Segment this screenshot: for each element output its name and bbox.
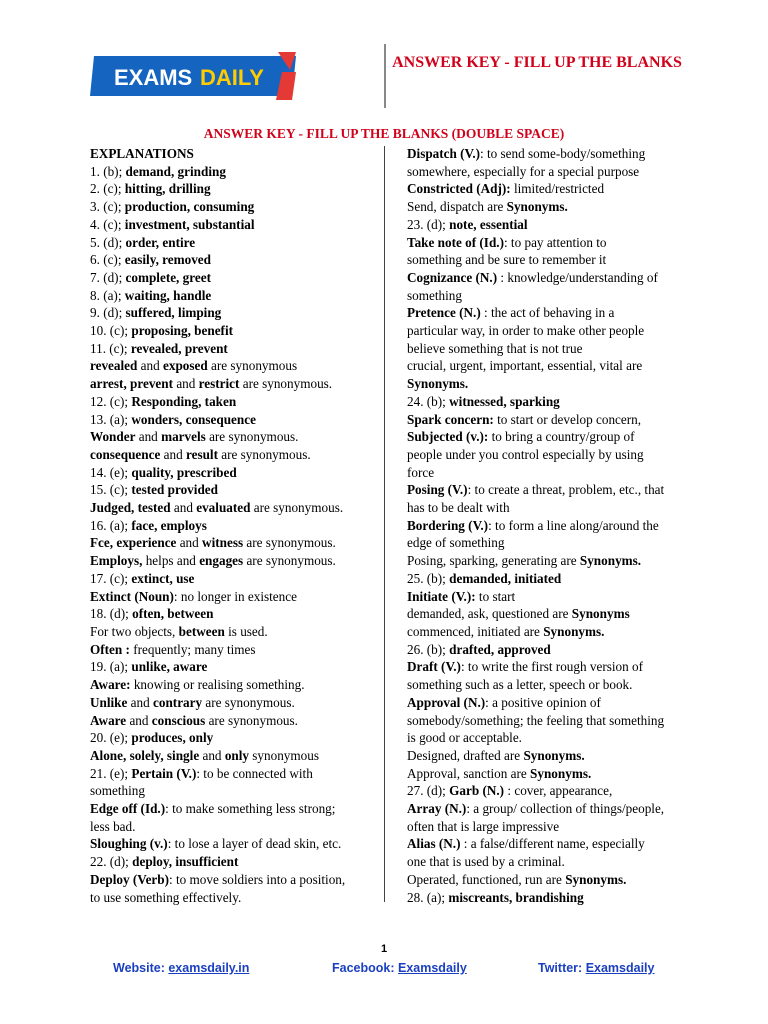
bold-text: arrest, prevent xyxy=(90,376,174,392)
section-subtitle: ANSWER KEY - FILL UP THE BLANKS (DOUBLE SPACE) xyxy=(203,126,565,141)
text-line xyxy=(407,747,687,765)
text: 14. (e); xyxy=(90,464,132,480)
bold-text: Judged, tested xyxy=(90,500,171,516)
bold-text: witnessed, sparking xyxy=(449,393,560,409)
text-line xyxy=(90,411,370,429)
bold-text: waiting, handle xyxy=(124,287,212,303)
text: are synonymous. xyxy=(239,376,333,392)
text: 26. (b); xyxy=(407,641,450,657)
text-line xyxy=(407,694,687,712)
text-line xyxy=(90,835,370,853)
text-line xyxy=(90,889,370,907)
text: : to pay attention to xyxy=(503,234,607,250)
text-line xyxy=(407,287,687,305)
text-line xyxy=(90,145,370,163)
text-line xyxy=(90,446,370,464)
text: are synonymous. xyxy=(217,446,311,462)
text-line xyxy=(407,411,687,429)
bold-text: proposing, benefit xyxy=(131,323,234,339)
text-line xyxy=(90,552,370,570)
text: are synonymous. xyxy=(202,694,295,710)
bold-text: only xyxy=(224,747,249,763)
text: and xyxy=(135,429,162,445)
bold-text: Constricted (Adj): xyxy=(407,181,511,197)
bold-text: Aware: xyxy=(90,677,131,693)
facebook-link[interactable]: Examsdaily xyxy=(398,961,467,975)
text-line xyxy=(407,269,687,287)
text-line xyxy=(90,357,370,375)
text-line xyxy=(90,322,370,340)
text-line xyxy=(407,163,687,181)
text: 15. (c); xyxy=(90,482,132,498)
text-line xyxy=(90,605,370,623)
text: : to be connected with xyxy=(196,765,313,781)
text: : to create a threat, problem, etc., that xyxy=(467,482,665,498)
bold-text: demand, grinding xyxy=(125,163,226,179)
text: 22. (d); xyxy=(90,854,133,870)
text: has to be dealt with xyxy=(407,500,510,516)
bold-text: easily, removed xyxy=(124,252,211,268)
text-line xyxy=(90,428,370,446)
text-line xyxy=(90,765,370,783)
exams-daily-logo xyxy=(90,52,300,104)
text-line xyxy=(407,658,687,676)
bold-text: unlike, aware xyxy=(131,659,208,675)
text-line xyxy=(407,180,687,198)
text: believe something that is not true xyxy=(407,340,583,356)
bold-text: Initiate (V.): xyxy=(407,588,476,604)
text: : a false/different name, especially xyxy=(460,836,645,852)
bold-text: deploy, insufficient xyxy=(132,854,239,870)
text: to use something effectively. xyxy=(90,889,242,905)
text: and xyxy=(170,500,197,516)
text-line xyxy=(407,145,687,163)
text-line xyxy=(407,676,687,694)
bold-text: Synonyms. xyxy=(543,623,605,639)
text: and xyxy=(126,712,152,728)
text-line xyxy=(90,853,370,871)
bold-text: note, essential xyxy=(449,216,528,232)
twitter-link[interactable]: Examsdaily xyxy=(585,961,655,975)
text-line xyxy=(90,198,370,216)
bold-text: restrict xyxy=(198,376,240,392)
bold-text: Often : xyxy=(90,641,130,657)
text: 27. (d); xyxy=(407,783,450,799)
text-line xyxy=(407,570,687,588)
text-line xyxy=(90,871,370,889)
bold-text: hitting, drilling xyxy=(124,181,211,197)
text: and xyxy=(160,446,186,462)
bold-text: between xyxy=(178,623,225,639)
text: 3. (c); xyxy=(90,199,125,215)
bold-text: Aware xyxy=(90,712,127,728)
bold-text: evaluated xyxy=(196,500,251,516)
bold-text: Responding, taken xyxy=(131,393,237,409)
text-line xyxy=(407,216,687,234)
text-line xyxy=(90,499,370,517)
bold-text: quality, prescribed xyxy=(131,464,237,480)
text-line xyxy=(407,357,687,375)
text-line xyxy=(90,269,370,287)
text: helps and xyxy=(142,553,200,569)
text: to start xyxy=(475,588,516,604)
text-line xyxy=(90,304,370,322)
bold-text: EXPLANATIONS xyxy=(90,146,194,161)
text: one that is used by a criminal. xyxy=(407,854,565,870)
footer-website xyxy=(113,961,249,975)
text: often that is large impressive xyxy=(407,818,560,834)
text-line xyxy=(407,853,687,871)
bold-text: result xyxy=(185,446,218,462)
text-line xyxy=(90,464,370,482)
text-line xyxy=(407,393,687,411)
facebook-label: Facebook: xyxy=(332,961,398,975)
text-line xyxy=(90,481,370,499)
text: : a positive opinion of xyxy=(485,694,601,710)
text-line xyxy=(407,322,687,340)
text: is used. xyxy=(224,623,268,639)
text-line xyxy=(407,729,687,747)
bold-text: Synonyms. xyxy=(579,553,642,569)
text: : no longer in existence xyxy=(173,588,297,604)
text: Send, dispatch are xyxy=(407,199,507,215)
text: something xyxy=(90,783,145,799)
text-line xyxy=(90,534,370,552)
text: : to move soldiers into a position, xyxy=(169,871,346,887)
bold-text: Draft (V.) xyxy=(407,659,461,675)
text-line xyxy=(407,588,687,606)
bold-text: Unlike xyxy=(90,694,128,710)
text-line xyxy=(407,712,687,730)
text-line xyxy=(90,570,370,588)
text: to start or develop concern, xyxy=(493,411,642,427)
text-line xyxy=(407,800,687,818)
text-line xyxy=(407,428,687,446)
text: 13. (a); xyxy=(90,411,132,427)
text: are synonymous. xyxy=(205,429,299,445)
text: 25. (b); xyxy=(407,570,450,586)
text-line xyxy=(407,818,687,836)
text-line xyxy=(407,641,687,659)
bold-text: Synonyms. xyxy=(523,747,585,763)
text: 18. (d); xyxy=(90,606,133,622)
footer-facebook xyxy=(332,961,467,975)
text: somebody/something; the feeling that something xyxy=(407,712,665,728)
bold-text: extinct, use xyxy=(131,570,195,586)
text: 8. (a); xyxy=(90,287,125,303)
text: 16. (a); xyxy=(90,517,132,533)
text: and xyxy=(127,694,154,710)
text: For two objects, xyxy=(90,623,179,639)
bold-text: Pretence (N.) xyxy=(407,305,481,321)
text-line xyxy=(90,641,370,659)
text: commenced, initiated are xyxy=(407,623,544,639)
text: synonymous xyxy=(249,747,319,763)
bold-text: conscious xyxy=(151,712,206,728)
text: frequently; many times xyxy=(129,641,256,657)
text: something and be sure to remember it xyxy=(407,252,607,268)
text-line xyxy=(90,163,370,181)
text: 17. (c); xyxy=(90,570,132,586)
text-line xyxy=(90,375,370,393)
logo-text-daily: DAILY xyxy=(200,65,264,90)
text-line xyxy=(90,729,370,747)
text: 11. (c); xyxy=(90,340,131,356)
text: : to write the first rough version of xyxy=(460,659,643,675)
bold-text: Wonder xyxy=(90,429,136,445)
text: : to form a line along/around the xyxy=(488,517,659,533)
text-line xyxy=(90,800,370,818)
text-line xyxy=(407,871,687,889)
bold-text: Synonyms. xyxy=(407,376,469,392)
text: demanded, ask, questioned are xyxy=(407,606,572,622)
bold-text: exposed xyxy=(163,358,208,374)
text: 6. (c); xyxy=(90,252,125,268)
bold-text: face, employs xyxy=(131,517,207,533)
text: : to send some-body/something xyxy=(480,146,646,161)
text-line xyxy=(407,340,687,358)
text-line xyxy=(90,747,370,765)
text-line xyxy=(90,694,370,712)
bold-text: witness xyxy=(202,535,244,551)
text-line xyxy=(407,782,687,800)
text: : to lose a layer of dead skin, etc. xyxy=(167,836,342,852)
bold-text: Garb (N.) xyxy=(449,783,505,799)
text: 20. (e); xyxy=(90,730,132,746)
bold-text: miscreants, brandishing xyxy=(448,889,584,905)
text: limited/restricted xyxy=(510,181,605,197)
bold-text: Alias (N.) xyxy=(407,836,461,852)
bold-text: demanded, initiated xyxy=(449,570,562,586)
text: to bring a country/group of xyxy=(488,429,635,445)
text-line xyxy=(407,765,687,783)
text: 21. (e); xyxy=(90,765,132,781)
text: 10. (c); xyxy=(90,323,132,339)
text-line xyxy=(90,287,370,305)
bold-text: Sloughing (v.) xyxy=(90,836,168,852)
bold-text: Posing (V.) xyxy=(407,482,468,498)
text: are synonymous. xyxy=(250,500,344,516)
text: : a group/ collection of things/people, xyxy=(466,801,665,817)
bold-text: Take note of (Id.) xyxy=(407,234,504,250)
text-line xyxy=(407,552,687,570)
bold-text: Cognizance (N.) xyxy=(407,269,498,285)
bold-text: consequence xyxy=(90,446,161,462)
text: something xyxy=(407,287,462,303)
text: 7. (d); xyxy=(90,269,126,285)
website-link[interactable]: examsdaily.in xyxy=(168,961,250,975)
bold-text: drafted, approved xyxy=(449,641,551,657)
text: people under you control especially by using xyxy=(407,446,644,462)
bold-text: wonders, consequence xyxy=(131,411,256,427)
text-line xyxy=(407,605,687,623)
text: 1. (b); xyxy=(90,163,126,179)
text-line xyxy=(90,712,370,730)
text: and xyxy=(173,376,199,392)
text-line xyxy=(90,623,370,641)
bold-text: Dispatch (V.) xyxy=(407,146,481,161)
text-line xyxy=(90,782,370,800)
text: are synonymous. xyxy=(205,712,298,728)
bold-text: Pertain (V.) xyxy=(131,765,197,781)
logo-text-exams: EXAMS xyxy=(114,65,193,90)
twitter-label: Twitter: xyxy=(538,961,586,975)
bold-text: tested provided xyxy=(131,482,218,498)
text: 19. (a); xyxy=(90,659,132,675)
text: and xyxy=(137,358,164,374)
bold-text: Employs, xyxy=(90,553,143,569)
text: somewhere, especially for a special purpose xyxy=(407,163,640,179)
bold-text: investment, substantial xyxy=(124,216,255,232)
bold-text: suffered, limping xyxy=(125,305,222,321)
text-line xyxy=(407,446,687,464)
text: : to make something less strong; xyxy=(165,801,336,817)
text-line xyxy=(90,393,370,411)
text-line xyxy=(90,818,370,836)
page-number: 1 xyxy=(380,943,388,955)
bold-text: marvels xyxy=(161,429,206,445)
bold-text: often, between xyxy=(132,606,214,622)
bold-text: produces, only xyxy=(131,730,214,746)
text: edge of something xyxy=(407,535,505,551)
column-divider xyxy=(384,146,385,902)
text-line xyxy=(407,304,687,322)
bold-text: Subjected (v.): xyxy=(407,429,489,445)
text-line xyxy=(407,234,687,252)
text: 4. (c); xyxy=(90,216,125,232)
footer-twitter xyxy=(538,961,654,975)
bold-text: Array (N.) xyxy=(407,801,467,817)
bold-text: Extinct (Noun) xyxy=(90,588,174,604)
header-divider xyxy=(384,44,386,108)
bold-text: Synonyms. xyxy=(506,199,568,215)
text-line xyxy=(407,464,687,482)
text-line xyxy=(407,517,687,535)
text-line xyxy=(407,499,687,517)
text-line xyxy=(90,658,370,676)
text-line xyxy=(90,180,370,198)
text-line xyxy=(90,676,370,694)
bold-text: Fce, experience xyxy=(90,535,177,551)
text: and xyxy=(176,535,203,551)
text: and xyxy=(199,747,225,763)
text: 2. (c); xyxy=(90,181,125,197)
website-label: Website: xyxy=(113,961,169,975)
bold-text: Approval (N.) xyxy=(407,694,486,710)
text-line xyxy=(90,234,370,252)
text-line xyxy=(407,251,687,269)
text-line xyxy=(90,588,370,606)
bold-text: Synonyms. xyxy=(565,871,627,887)
bold-text: revealed, prevent xyxy=(130,340,228,356)
text: Posing, sparking, generating are xyxy=(407,553,580,569)
left-column xyxy=(90,145,370,906)
right-column xyxy=(407,145,687,906)
text: Designed, drafted are xyxy=(407,747,524,763)
text-line xyxy=(407,198,687,216)
bold-text: engages xyxy=(199,553,244,569)
text: are synonymous. xyxy=(243,553,336,569)
text: something such as a letter, speech or book. xyxy=(407,677,633,693)
text: particular way, in order to make other people xyxy=(407,323,645,339)
text: : cover, appearance, xyxy=(504,783,613,799)
text-line xyxy=(407,481,687,499)
text: Approval, sanction are xyxy=(407,765,531,781)
text: knowing or realising something. xyxy=(130,677,305,693)
bold-text: order, entire xyxy=(125,234,196,250)
bold-text: Synonyms xyxy=(571,606,630,622)
bold-text: Spark concern: xyxy=(407,411,494,427)
text: 5. (d); xyxy=(90,234,126,250)
bold-text: Deploy (Verb) xyxy=(90,871,169,887)
bold-text: complete, greet xyxy=(125,269,211,285)
text: is good or acceptable. xyxy=(407,730,522,746)
text-line xyxy=(407,623,687,641)
text-line xyxy=(407,375,687,393)
text: 28. (a); xyxy=(407,889,449,905)
bold-text: contrary xyxy=(153,694,203,710)
text: 24. (b); xyxy=(407,393,450,409)
bold-text: Bordering (V.) xyxy=(407,517,489,533)
bold-text: revealed xyxy=(90,358,138,374)
bold-text: production, consuming xyxy=(124,199,255,215)
text: 23. (d); xyxy=(407,216,450,232)
text-line xyxy=(90,517,370,535)
text: : the act of behaving in a xyxy=(480,305,615,321)
text: force xyxy=(407,464,435,480)
text: less bad. xyxy=(90,818,136,834)
page-title: ANSWER KEY - FILL UP THE BLANKS xyxy=(392,54,682,71)
text: Operated, functioned, run are xyxy=(407,871,566,887)
text-line xyxy=(90,340,370,358)
bold-text: Edge off (Id.) xyxy=(90,801,166,817)
text-line xyxy=(407,835,687,853)
text: 9. (d); xyxy=(90,305,126,321)
text: crucial, urgent, important, essential, vital are xyxy=(407,358,643,374)
bold-text: Synonyms. xyxy=(530,765,592,781)
text: : knowledge/understanding of xyxy=(497,269,658,285)
text: 12. (c); xyxy=(90,393,132,409)
text-line xyxy=(90,216,370,234)
bold-text: Alone, solely, single xyxy=(90,747,200,763)
text-line xyxy=(407,534,687,552)
text: are synonymous. xyxy=(243,535,336,551)
text-line xyxy=(90,251,370,269)
text: are synonymous xyxy=(207,358,298,374)
text-line xyxy=(407,889,687,907)
